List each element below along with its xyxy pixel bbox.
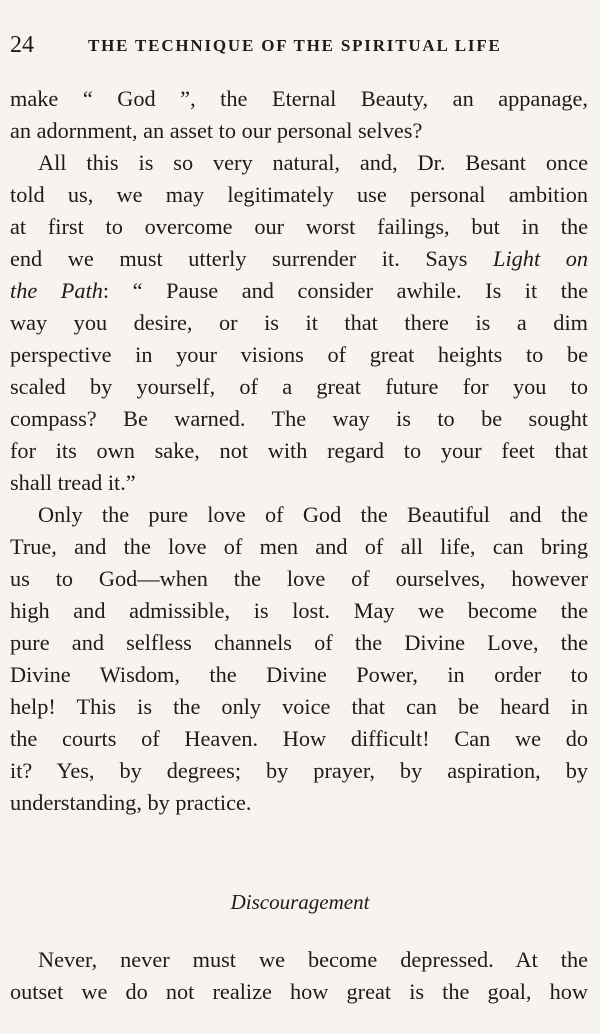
text-line: help! This is the only voice that can be heard in [10,694,588,719]
text-line: an adornment, an asset to our personal selves? [10,118,423,143]
text-line: at first to overcome our worst failings, but in the [10,214,588,239]
text-segment: end we must utterly surrender it. Says [10,246,468,271]
text-line: compass? Be warned. The way is to be sought [10,406,588,431]
text-line: All this is so very natural, and, Dr. Besant once [38,150,588,175]
book-title-fragment: the Path [10,278,103,303]
book-title-fragment: Light on [493,246,588,271]
page-number: 24 [10,32,34,58]
text-line: Never, never must we become depressed. At the [38,947,588,972]
text-line: outset we do not realize how great is the goal, how [10,979,588,1004]
text-line [10,244,588,274]
text-line: perspective in your visions of great heights to be [10,342,588,367]
text-line: pure and selfless channels of the Divine Love, the [10,630,588,655]
text-line [10,276,588,306]
text-line: Divine Wisdom, the Divine Power, in order to [10,662,588,687]
text-line: make “ God ”, the Eternal Beauty, an appanage, [10,86,588,111]
section-heading: Discouragement [230,890,370,914]
page-header [10,30,590,60]
text-line: told us, we may legitimately use personal ambition [10,182,588,207]
text-line: True, and the love of men and of all life, can bring [10,534,588,559]
text-segment: : “ Pause and consider awhile. Is it the [102,278,588,303]
text-line: way you desire, or is it that there is a dim [10,310,588,335]
text-line: the courts of Heaven. How difficult! Can we do [10,726,588,751]
text-line: Only the pure love of God the Beautiful and the [38,502,588,527]
text-line: for its own sake, not with regard to your feet that [10,438,588,463]
text-line: high and admissible, is lost. May we become the [10,598,588,623]
text-line: us to God—when the love of ourselves, however [10,566,588,591]
text-line: it? Yes, by degrees; by prayer, by aspiration, by [10,758,588,783]
text-line: scaled by yourself, of a great future for you to [10,374,588,399]
text-line: understanding, by practice. [10,790,252,815]
text-line: shall tread it.” [10,470,136,495]
running-title: THE TECHNIQUE OF THE SPIRITUAL LIFE [88,36,502,55]
